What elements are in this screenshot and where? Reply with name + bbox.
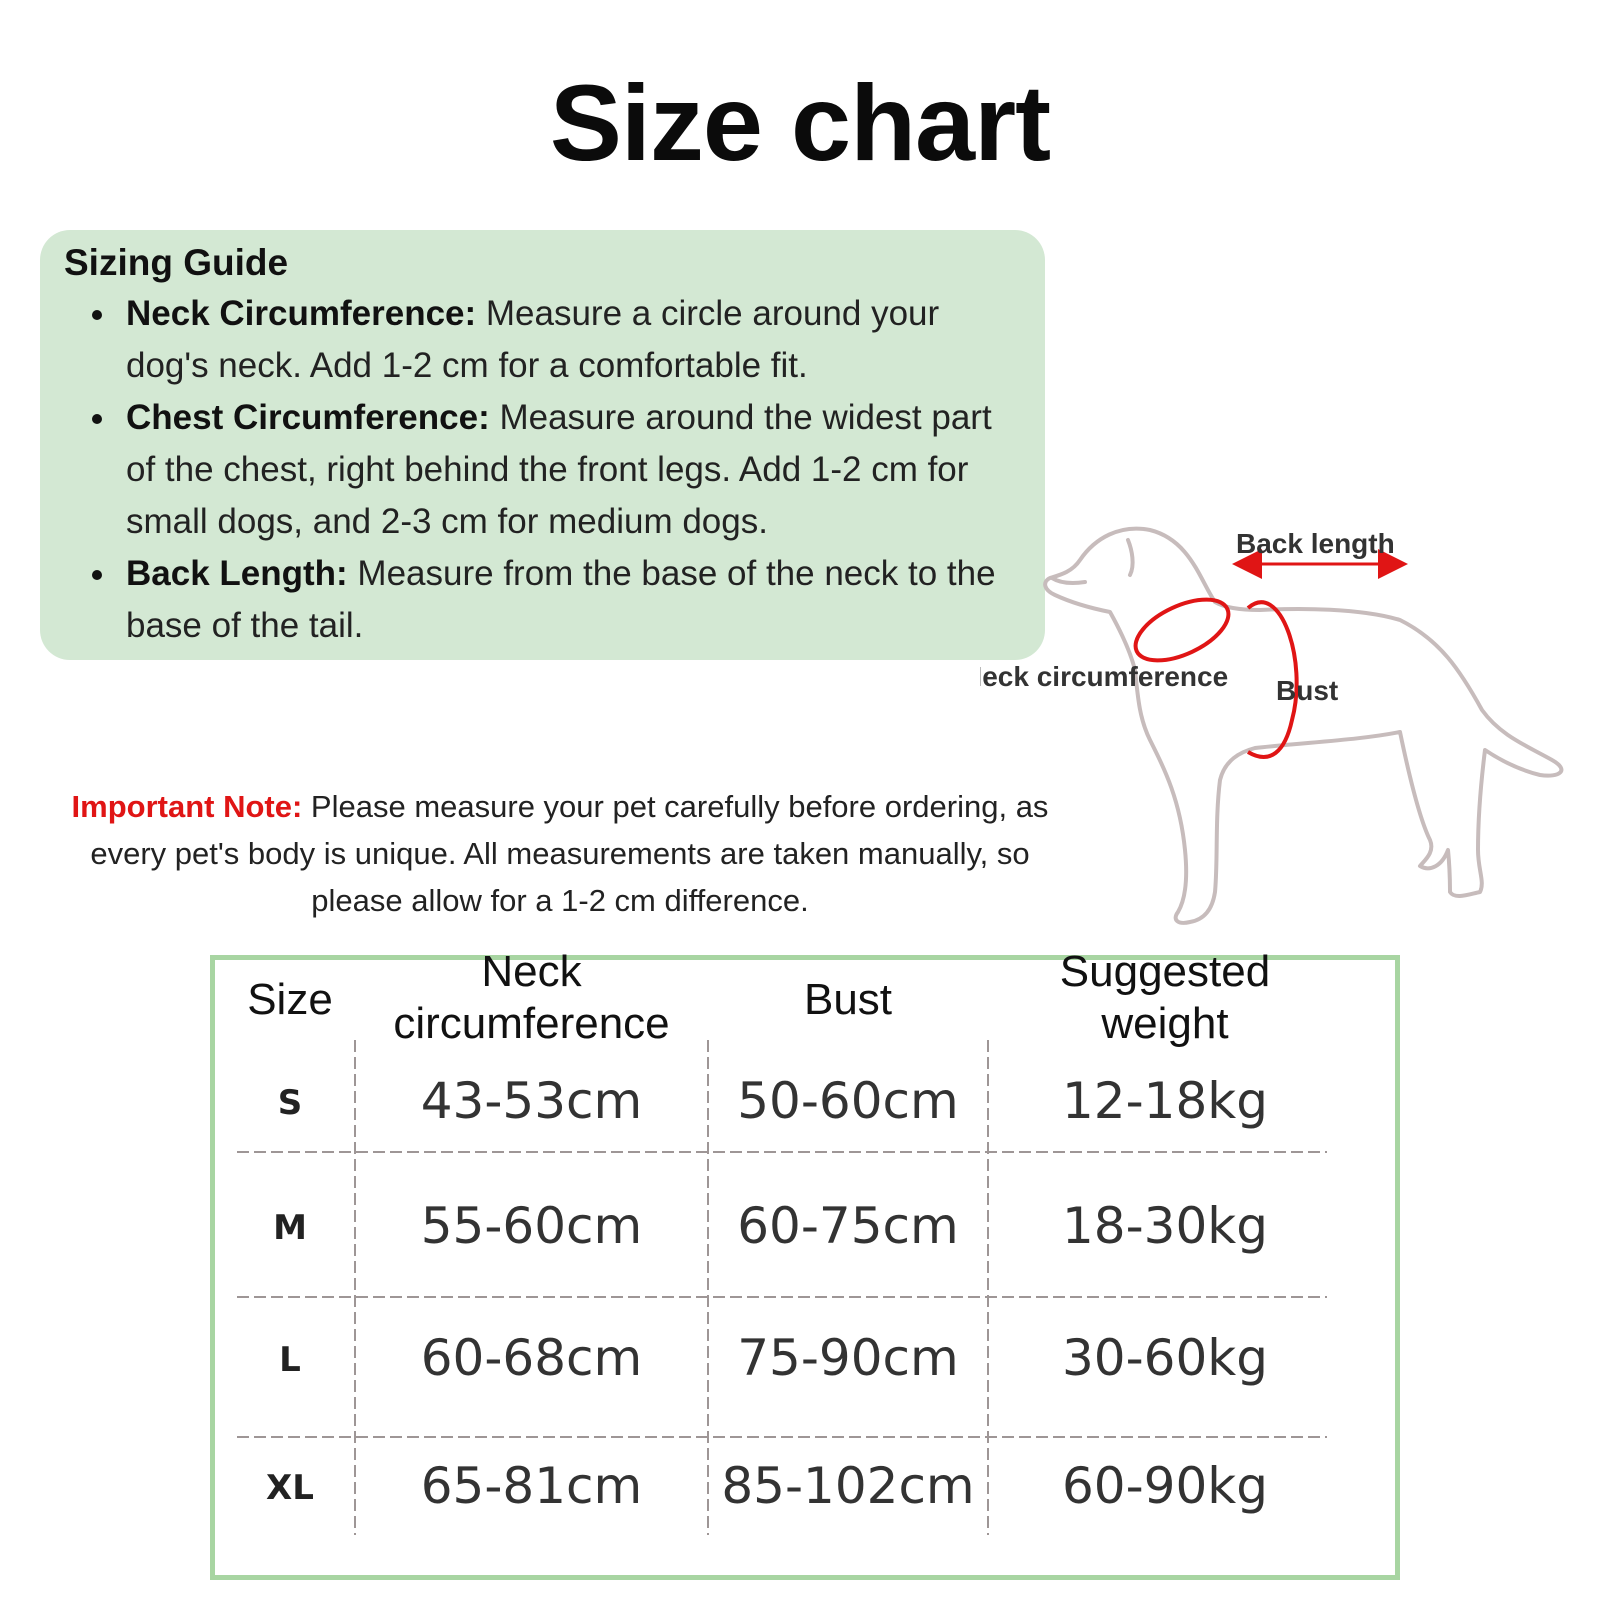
important-note-text: Please measure your pet carefully before ordering, as every pet's body is unique. All measurements are taken manually, so please allow for a 1-2 cm difference. [90,789,1049,918]
dog-measurement-figure [980,520,1600,950]
bust-cell: 50-60cm [737,1072,959,1130]
header-neck [355,946,708,1050]
sizing-guide-title: Sizing Guide [64,242,289,283]
weight-cell: 30-60kg [1062,1329,1268,1387]
sizing-guide-list [64,288,1015,652]
sizing-guide-panel [40,230,1045,660]
header-size: Size [247,975,333,1024]
bust-label: Bust [1276,675,1339,706]
guide-item-chest [126,392,1015,548]
size-cell: S [277,1083,303,1123]
neck-cell: 43-53cm [420,1072,643,1130]
header-weight-line1: Suggested [1059,947,1271,996]
neck-cell: 65-81cm [420,1457,643,1515]
important-note [60,783,1060,924]
header-bust: Bust [803,975,893,1024]
neck-cell: 55-60cm [420,1197,643,1255]
size-cell: XL [266,1468,314,1508]
page-title: Size chart [549,62,1051,183]
guide-term: Chest Circumference: [126,398,490,437]
dog-mouth [1052,578,1085,583]
guide-text: Measure around the widest part of the chest, right behind the front legs. Add 1-2 cm for small dogs, and 2-3 cm for medium dogs. [126,398,992,541]
weight-cell: 12-18kg [1062,1072,1268,1130]
neck-cell: 60-68cm [420,1329,643,1387]
guide-item-back [126,548,1015,652]
guide-text: Measure a circle around your dog's neck. Add 1-2 cm for a comfortable fit. [126,294,940,385]
back-length-label: Back length [1236,528,1395,559]
header-neck-line2: circumference [393,999,670,1048]
size-cell: L [279,1340,301,1380]
important-note-label: Important Note: [71,789,303,824]
size-cell: M [273,1208,307,1248]
bust-cell: 75-90cm [737,1329,959,1387]
weight-cell: 60-90kg [1062,1457,1268,1515]
size-table [210,947,1400,1580]
header-neck-line1: Neck [481,947,582,996]
guide-item-neck [126,288,1015,392]
bust-cell: 60-75cm [737,1197,959,1255]
header-weight [988,946,1342,1050]
weight-cell: 18-30kg [1062,1197,1268,1255]
dog-outline [1045,529,1561,923]
header-weight-line2: weight [1101,999,1229,1048]
dog-ear [1128,540,1133,575]
dog-illustration [980,520,1600,950]
neck-circumference-label: Neck circumference [980,661,1229,692]
bust-cell: 85-102cm [721,1457,975,1515]
guide-term: Neck Circumference: [126,294,477,333]
guide-term: Back Length: [126,554,348,593]
guide-text: Measure from the base of the neck to the base of the tail. [126,554,996,645]
